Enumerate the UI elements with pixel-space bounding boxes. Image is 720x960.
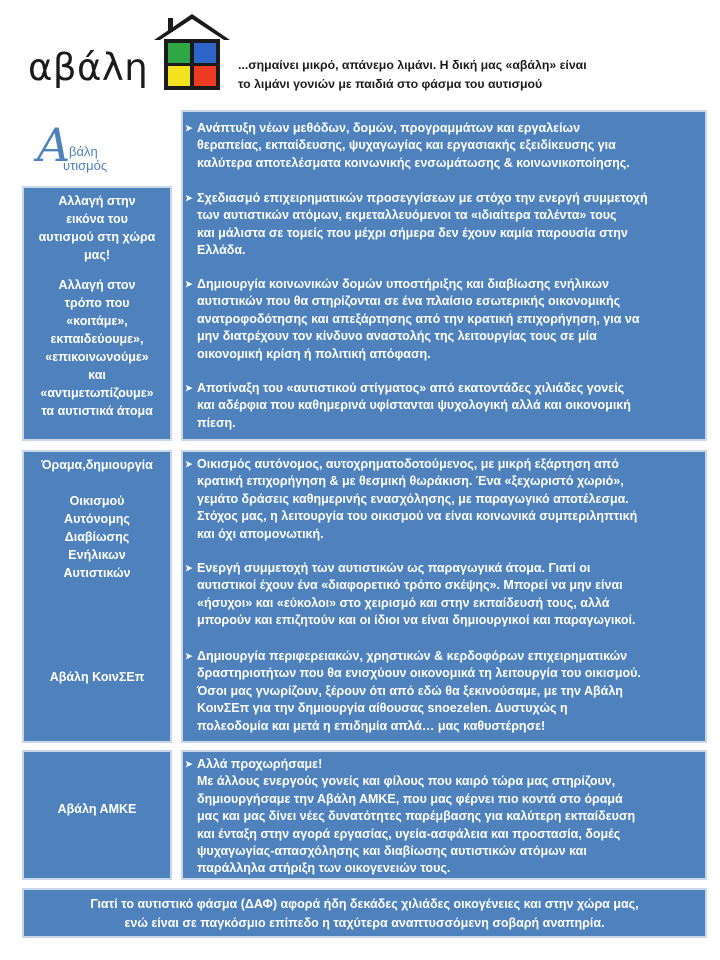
wordmark-letter: Α bbox=[37, 118, 71, 172]
footer-text: Γιατί το αυτιστικό φάσμα (ΔΑΦ) αφορά ήδη δεκάδες χιλιάδες οικογένειες και στην χώρα μας, ενώ είναι σε παγκόσμιο επίπεδο η ταχύτερα αναπτυσσόμενη σοβαρή αναπηρία. bbox=[90, 897, 639, 930]
footer-box bbox=[22, 888, 707, 938]
avali-autismos-wordmark bbox=[37, 118, 147, 174]
house-logo-icon bbox=[152, 12, 232, 92]
amke-label: Αβάλη ΑΜΚΕ bbox=[57, 802, 137, 816]
paragraph: ➤ Σχεδιασμό επιχειρηματικών προσεγγίσεων με στόχο την ενεργή συμμετοχή των αυτιστικών ατόμων, εκμεταλλευόμενοι τα «ιδιαίτερα ταλέντα» τους και μάλιστα σε τομείς που μέχρι σήμερα δεν έχουν καμία παρουσία στην Ελλάδα. bbox=[185, 191, 648, 258]
paragraph: ➤ Ενεργή συμμετοχή των αυτιστικών ως παραγωγικά άτομα. Γιατί οι αυτιστικοί έχουν ένα «διαφορετικό τρόπο σκέψης». Μπορεί να μην είναι «ήσυχοι» και «εύκολοι» στο χειρισμό και στην εκπαίδευσή τους, αλλά μπορούν και επιζητούν και οι ίδιοι να είναι δημιουργικοί και παραγωγικοί. bbox=[185, 561, 636, 628]
arrow-bullet-icon: ➤ bbox=[185, 759, 193, 769]
settlement-title: Οικισμού Αυτόνομης Διαβίωσης Ενήλικων Αυτιστικών bbox=[63, 494, 131, 580]
paragraph: ➤ Δημιουργία περιφερειακών, χρηστικών & κερδοφόρων επιχειρηματικών δραστηριοτήτων που θα ενισχύουν οικονομικά τη λειτουργία του οικισμού. Όσοι μας γνωρίζουν, ξέρουν ότι από εδώ θα ξεκινούσαμε, με την Αβάλη ΚοινΣΕπ για την δημιουργία αίθουσας snoezelen. Δυστυχώς η πολεοδομία και μετά η επιδημία απλά… μας καθυστέρησε! bbox=[185, 649, 641, 733]
section2-right-box bbox=[181, 450, 707, 743]
section2-left-box bbox=[22, 450, 172, 743]
koinsep-label: Αβάλη ΚοινΣΕπ bbox=[49, 670, 145, 684]
section1-right-box bbox=[181, 110, 707, 441]
vision-heading: Όραμα,δημιουργία bbox=[41, 458, 153, 472]
paragraph: ➤ Οικισμός αυτόνομος, αυτοχρηματοδοτούμενος, με μικρή εξάρτηση από κρατική επιχορήγηση & με θεσμική θωράκιση. Ένα «ξεχωριστό χωριό», γεμάτο δράσεις καθημερινής ενασχόλησης, με παραγωγικό αποτέλεσμα. Στόχος μας, η λειτουργία του οικισμού να είναι κοινωνικά συμπεριληπτική και όχι απομονωτική. bbox=[185, 457, 638, 541]
wordmark-word: υτισμός bbox=[63, 158, 108, 173]
wordmark-word: βάλη bbox=[69, 144, 98, 159]
arrow-bullet-icon: ➤ bbox=[185, 123, 193, 133]
tagline bbox=[238, 56, 708, 94]
arrow-bullet-icon: ➤ bbox=[185, 563, 193, 573]
section3-left-box bbox=[22, 750, 172, 880]
section3-right-box bbox=[181, 750, 707, 880]
arrow-bullet-icon: ➤ bbox=[185, 193, 193, 203]
change-approach-text: Αλλαγή στον τρόπο που «κοιτάμε», εκπαιδεύουμε», «επικοινωνούμε» και «αντιμετωπίζουμε» τα αυτιστικά άτομα bbox=[40, 278, 154, 418]
logo-wordmark: αβάλη bbox=[28, 46, 149, 89]
paragraph: ➤ Αλλά προχωρήσαμε! Με άλλους ενεργούς γονείς και φίλους που καιρό τώρα μας στηρίζουν, δημιουργήσαμε την Αβάλη ΑΜΚΕ, που μας φέρνει πιο κοντά στο όραμά μας και μας δίνει νέες δυνατότητες παρέμβασης για καλύτερη εκπαίδευση και ένταξη στην αγορά εργασίας, υγεία-ασφάλεια και προστασία, δομές ψυχαγωγίας-απασχόλησης και διαβίωσης αυτιστικών ατόμων και παράλληλα στήριξη των οικογενειών τους. bbox=[185, 757, 636, 876]
paragraph: ➤ Ανάπτυξη νέων μεθόδων, δομών, προγραμμάτων και εργαλείων θεραπείας, εκπαίδευσης, ψυχαγωγίας και εργασιακής εξειδίκευσης για καλύτερα αποτελέσματα κοινωνικής ενσωμάτωσης & κοινωνικοποίησης. bbox=[185, 121, 630, 170]
section1-left-box bbox=[22, 186, 172, 441]
arrow-bullet-icon: ➤ bbox=[185, 279, 193, 289]
arrow-bullet-icon: ➤ bbox=[185, 651, 193, 661]
paragraph: ➤ Αποτίναξη του «αυτιστικού στίγματος» από εκατοντάδες χιλιάδες γονείς και αδέρφια που καθημερινά υφίστανται ψυχολογική αλλά και οικονομική πίεση. bbox=[185, 381, 631, 430]
tagline-line: ...σημαίνει μικρό, απάνεμο λιμάνι. Η δική μας «αβάλη» είναι bbox=[238, 58, 587, 72]
paragraph: ➤ Δημιουργία κοινωνικών δομών υποστήριξης και διαβίωσης ενήλικων αυτιστικών που θα στηρίζονται σε ένα πλαίσιο εσωτερικής οικονομικής ανατροφοδότησης και απεξάρτησης από την κρατική επιχορήγηση, για να μην διατρέχουν τον κίνδυνο αναστολής της λειτουργίας τους σε μία οικονομική κρίση ή πολιτική απόφαση. bbox=[185, 277, 640, 361]
tagline-line: το λιμάνι γονιών με παιδιά στο φάσμα του αυτισμού bbox=[238, 77, 543, 91]
arrow-bullet-icon: ➤ bbox=[185, 383, 193, 393]
arrow-bullet-icon: ➤ bbox=[185, 459, 193, 469]
change-image-text: Αλλαγή στην εικόνα του αυτισμού στη χώρα μας! bbox=[38, 194, 156, 262]
